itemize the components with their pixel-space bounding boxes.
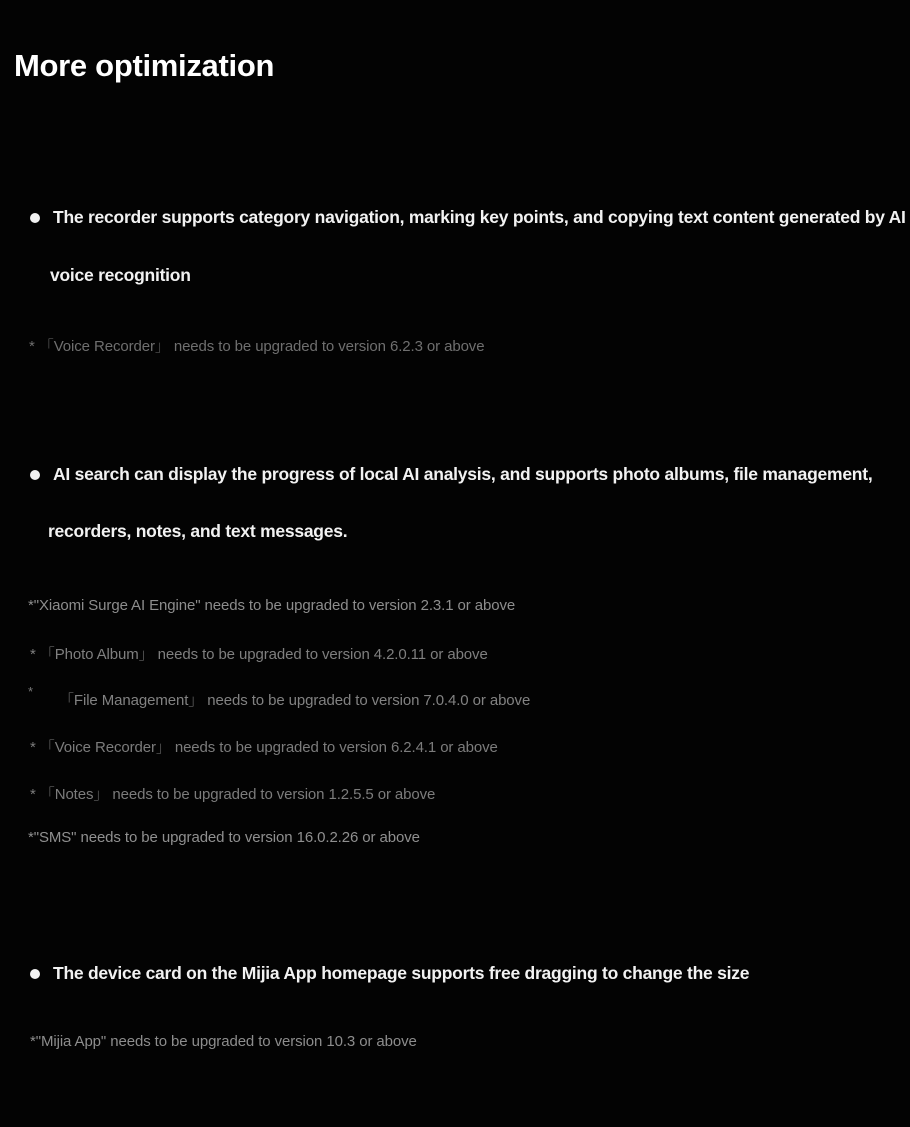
bullet-ai-search-line1: AI search can display the progress of local AI analysis, and supports photo albums, file management, — [53, 464, 873, 484]
bullet-icon — [30, 213, 40, 223]
bullet-mijia-card: The device card on the Mijia App homepage supports free dragging to change the size — [53, 963, 750, 983]
page-title: More optimization — [14, 48, 275, 83]
bullet-icon — [30, 969, 40, 979]
footnote-mijia-app: *"Mijia App" needs to be upgraded to version 10.3 or above — [30, 1033, 417, 1050]
bullet-ai-search-line2: recorders, notes, and text messages. — [48, 521, 348, 541]
footnote-sms: *"SMS" needs to be upgraded to version 16.0.2.26 or above — [28, 829, 420, 846]
footnote-photo-album: * 「Photo Album」 needs to be upgraded to version 4.2.0.11 or above — [30, 646, 488, 663]
bullet-icon — [30, 470, 40, 480]
footnote-file-management: 「File Management」 needs to be upgraded to version 7.0.4.0 or above — [59, 692, 531, 709]
footnote-surge-ai-engine: *"Xiaomi Surge AI Engine" needs to be upgraded to version 2.3.1 or above — [28, 597, 516, 614]
bullet-recorder-line1: The recorder supports category navigation, marking key points, and copying text content generated by AI — [53, 207, 906, 227]
footnote-voice-recorder-623: * 「Voice Recorder」 needs to be upgraded to version 6.2.3 or above — [29, 338, 485, 355]
footnote-file-management-asterisk: * — [28, 684, 34, 699]
bullet-recorder-line2: voice recognition — [50, 265, 191, 285]
footnote-notes: * 「Notes」 needs to be upgraded to version 1.2.5.5 or above — [30, 786, 436, 803]
footnote-voice-recorder-6241: * 「Voice Recorder」 needs to be upgraded to version 6.2.4.1 or above — [30, 739, 498, 756]
